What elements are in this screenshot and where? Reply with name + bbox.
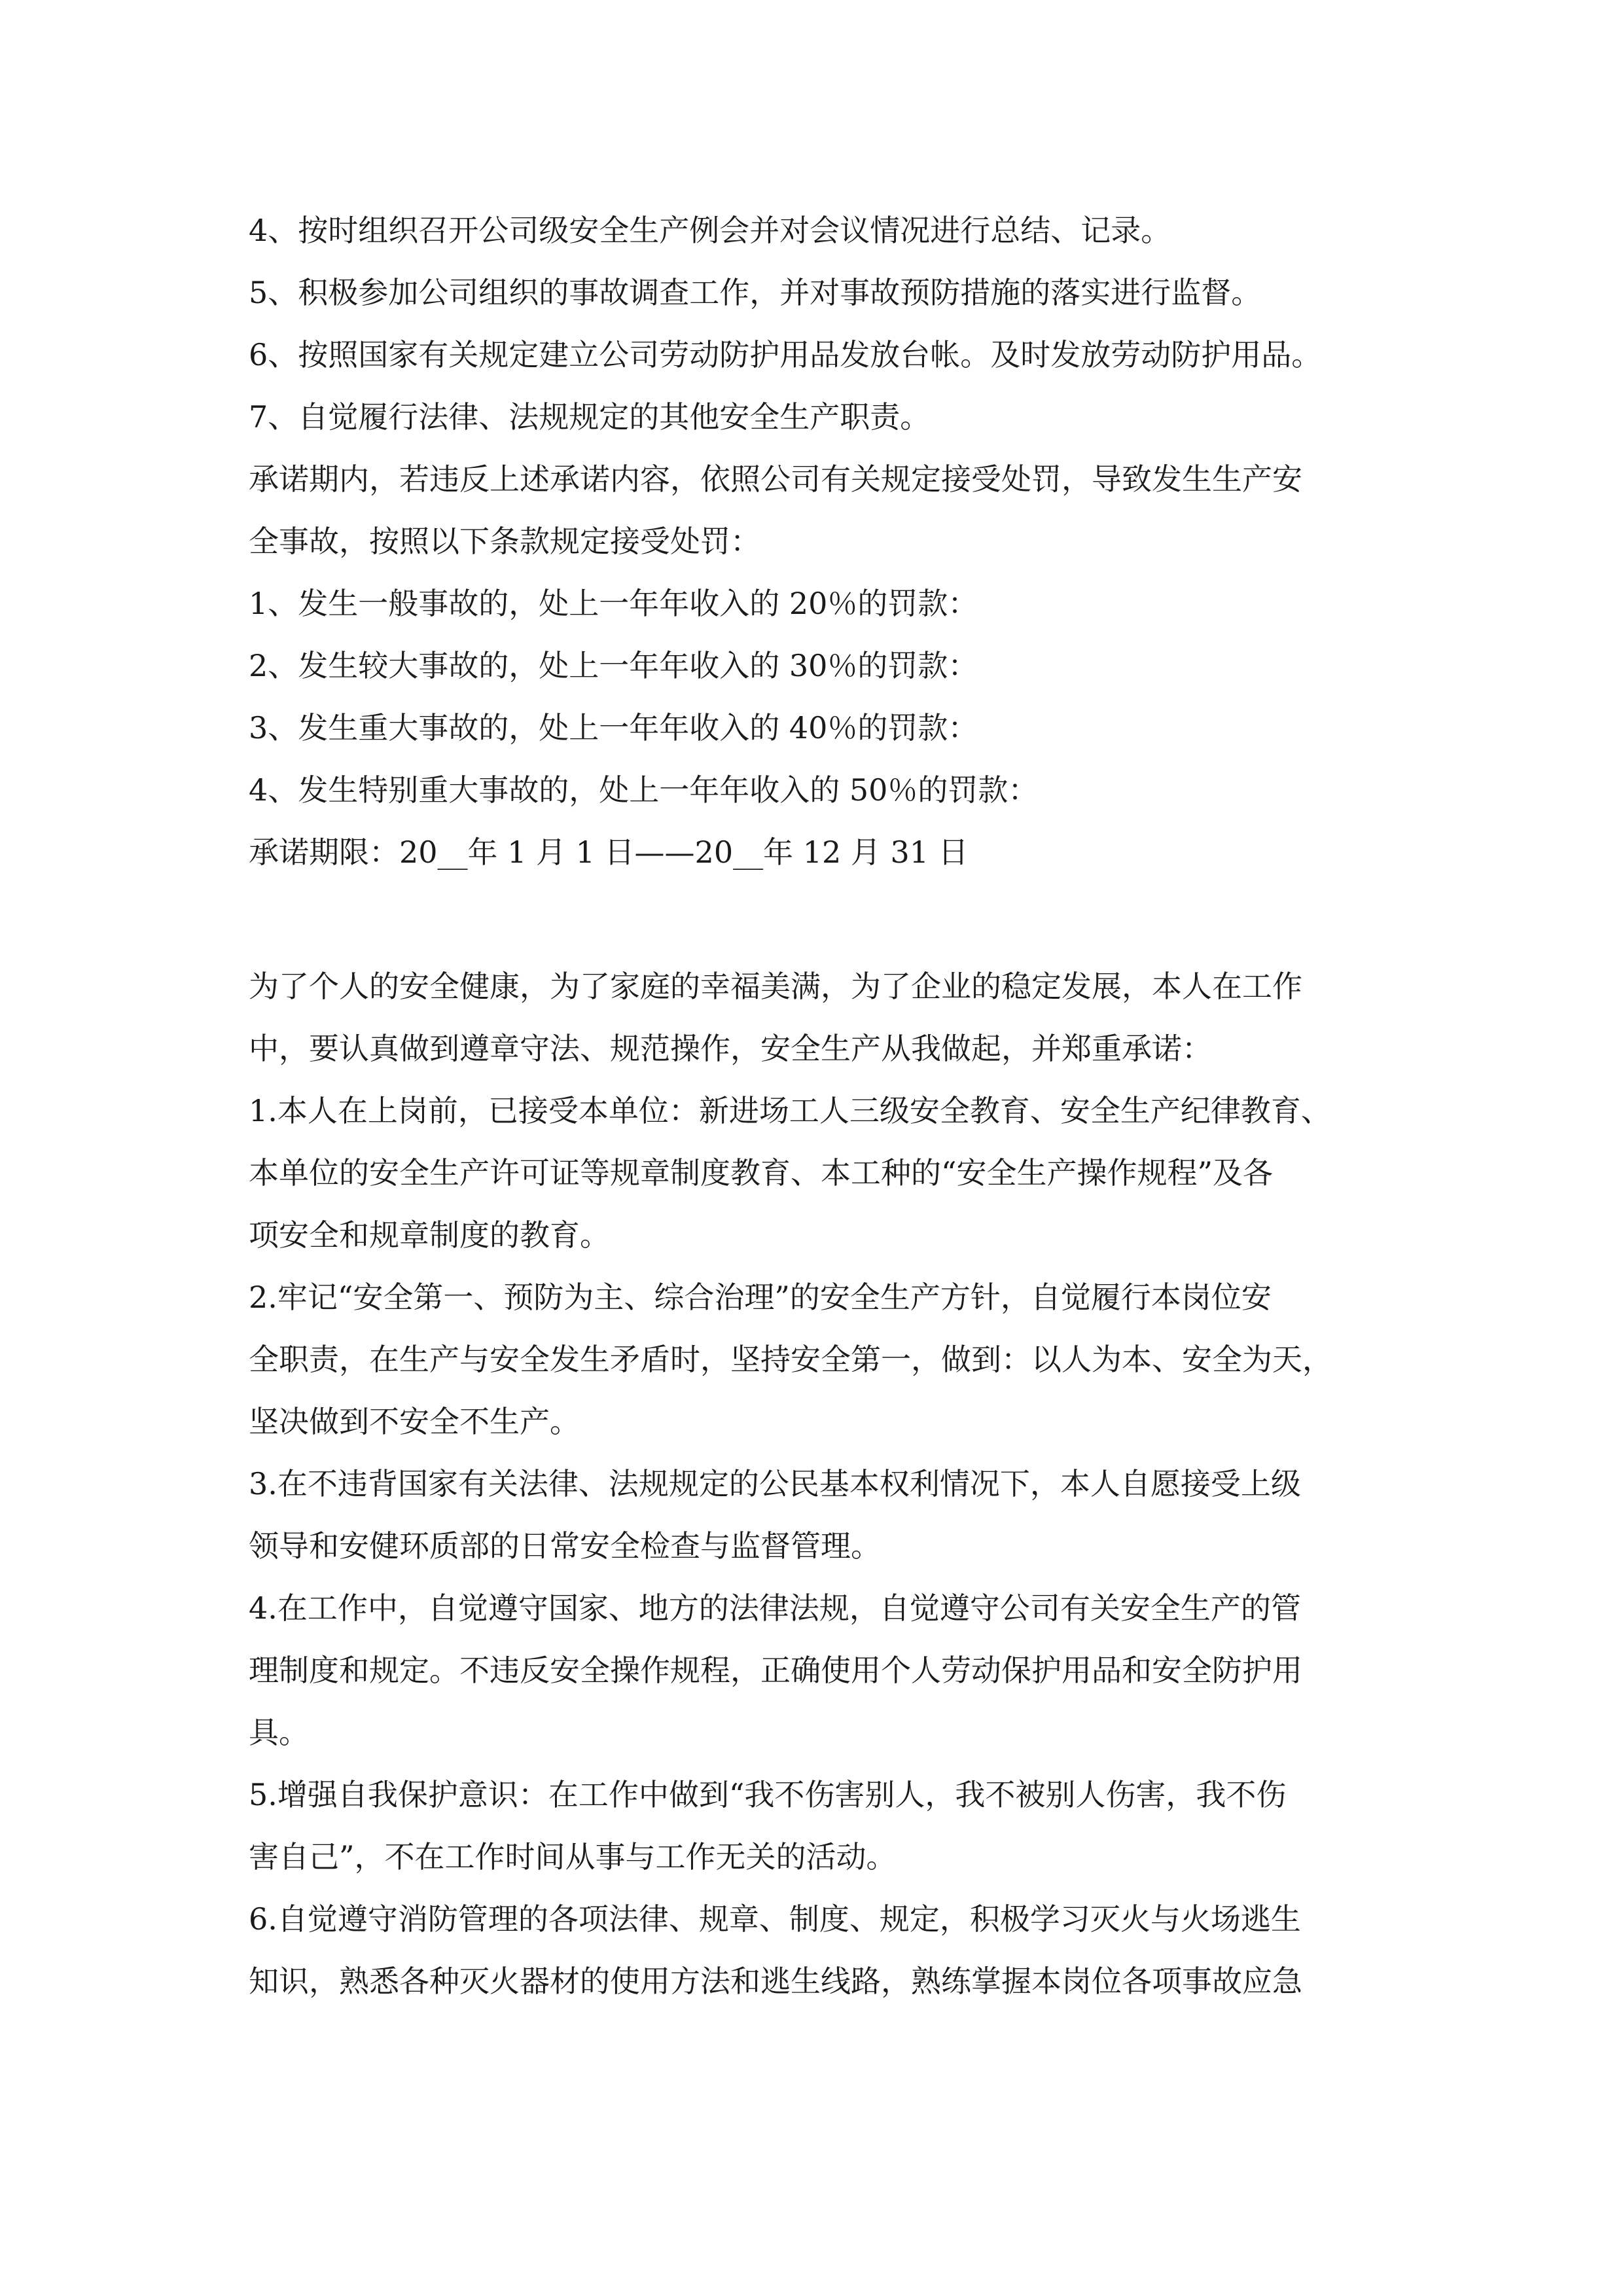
text-line: 坚决做到不安全不生产。 <box>249 1404 580 1439</box>
text-line: 承诺期内，若违反上述承诺内容，依照公司有关规定接受处罚，导致发生生产安 <box>249 461 1302 497</box>
text-line: 4、发生特别重大事故的，处上一年年收入的 50％的罚款： <box>249 772 1039 808</box>
text-line: 知识，熟悉各种灭火器材的使用方法和逃生线路，熟练掌握本岗位各项事故应急 <box>249 1964 1302 1999</box>
text-line: 4、按时组织召开公司级安全生产例会并对会议情况进行总结、记录。 <box>249 213 1171 248</box>
text-line: 2、发生较大事故的，处上一年年收入的 30％的罚款： <box>249 648 978 683</box>
text-line: 3、发生重大事故的，处上一年年收入的 40％的罚款： <box>249 710 978 745</box>
text-line: 承诺期限：20__年 1 月 1 日——20__年 12 月 31 日 <box>249 834 969 870</box>
text-line: 本单位的安全生产许可证等规章制度教育、本工种的“安全生产操作规程”及各 <box>249 1155 1274 1191</box>
text-line: 害自己”，不在工作时间从事与工作无关的活动。 <box>249 1839 897 1874</box>
text-line: 5.增强自我保护意识：在工作中做到“我不伤害别人，我不被别人伤害，我不伤 <box>249 1777 1287 1812</box>
text-line: 为了个人的安全健康，为了家庭的幸福美满，为了企业的稳定发展，本人在工作 <box>249 969 1302 1004</box>
text-line: 具。 <box>249 1715 309 1750</box>
text-line: 理制度和规定。不违反安全操作规程，正确使用个人劳动保护用品和安全防护用 <box>249 1653 1302 1688</box>
text-line: 1、发生一般事故的，处上一年年收入的 20％的罚款： <box>249 586 978 621</box>
text-line: 4.在工作中，自觉遵守国家、地方的法律法规，自觉遵守公司有关安全生产的管 <box>249 1590 1301 1626</box>
text-line: 6.自觉遵守消防管理的各项法律、规章、制度、规定，积极学习灭火与火场逃生 <box>249 1901 1301 1937</box>
text-line: 全职责，在生产与安全发生矛盾时，坚持安全第一，做到：以人为本、安全为天， <box>249 1342 1332 1377</box>
text-line: 全事故，按照以下条款规定接受处罚： <box>249 524 760 559</box>
text-line: 领导和安健环质部的日常安全检查与监督管理。 <box>249 1528 881 1564</box>
text-line: 6、按照国家有关规定建立公司劳动防护用品发放台帐。及时发放劳动防护用品。 <box>249 337 1322 372</box>
text-line: 2.牢记“安全第一、预防为主、综合治理”的安全生产方针，自觉履行本岗位安 <box>249 1280 1272 1315</box>
text-line: 5、积极参加公司组织的事故调查工作，并对事故预防措施的落实进行监督。 <box>249 275 1262 310</box>
text-line: 项安全和规章制度的教育。 <box>249 1217 610 1253</box>
text-line: 1.本人在上岗前，已接受本单位：新进场工人三级安全教育、安全生产纪律教育、 <box>249 1093 1331 1128</box>
text-line: 3.在不违背国家有关法律、法规规定的公民基本权利情况下，本人自愿接受上级 <box>249 1466 1301 1501</box>
text-line: 7、自觉履行法律、法规规定的其他安全生产职责。 <box>249 399 931 435</box>
text-line: 中，要认真做到遵章守法、规范操作，安全生产从我做起，并郑重承诺： <box>249 1031 1212 1066</box>
